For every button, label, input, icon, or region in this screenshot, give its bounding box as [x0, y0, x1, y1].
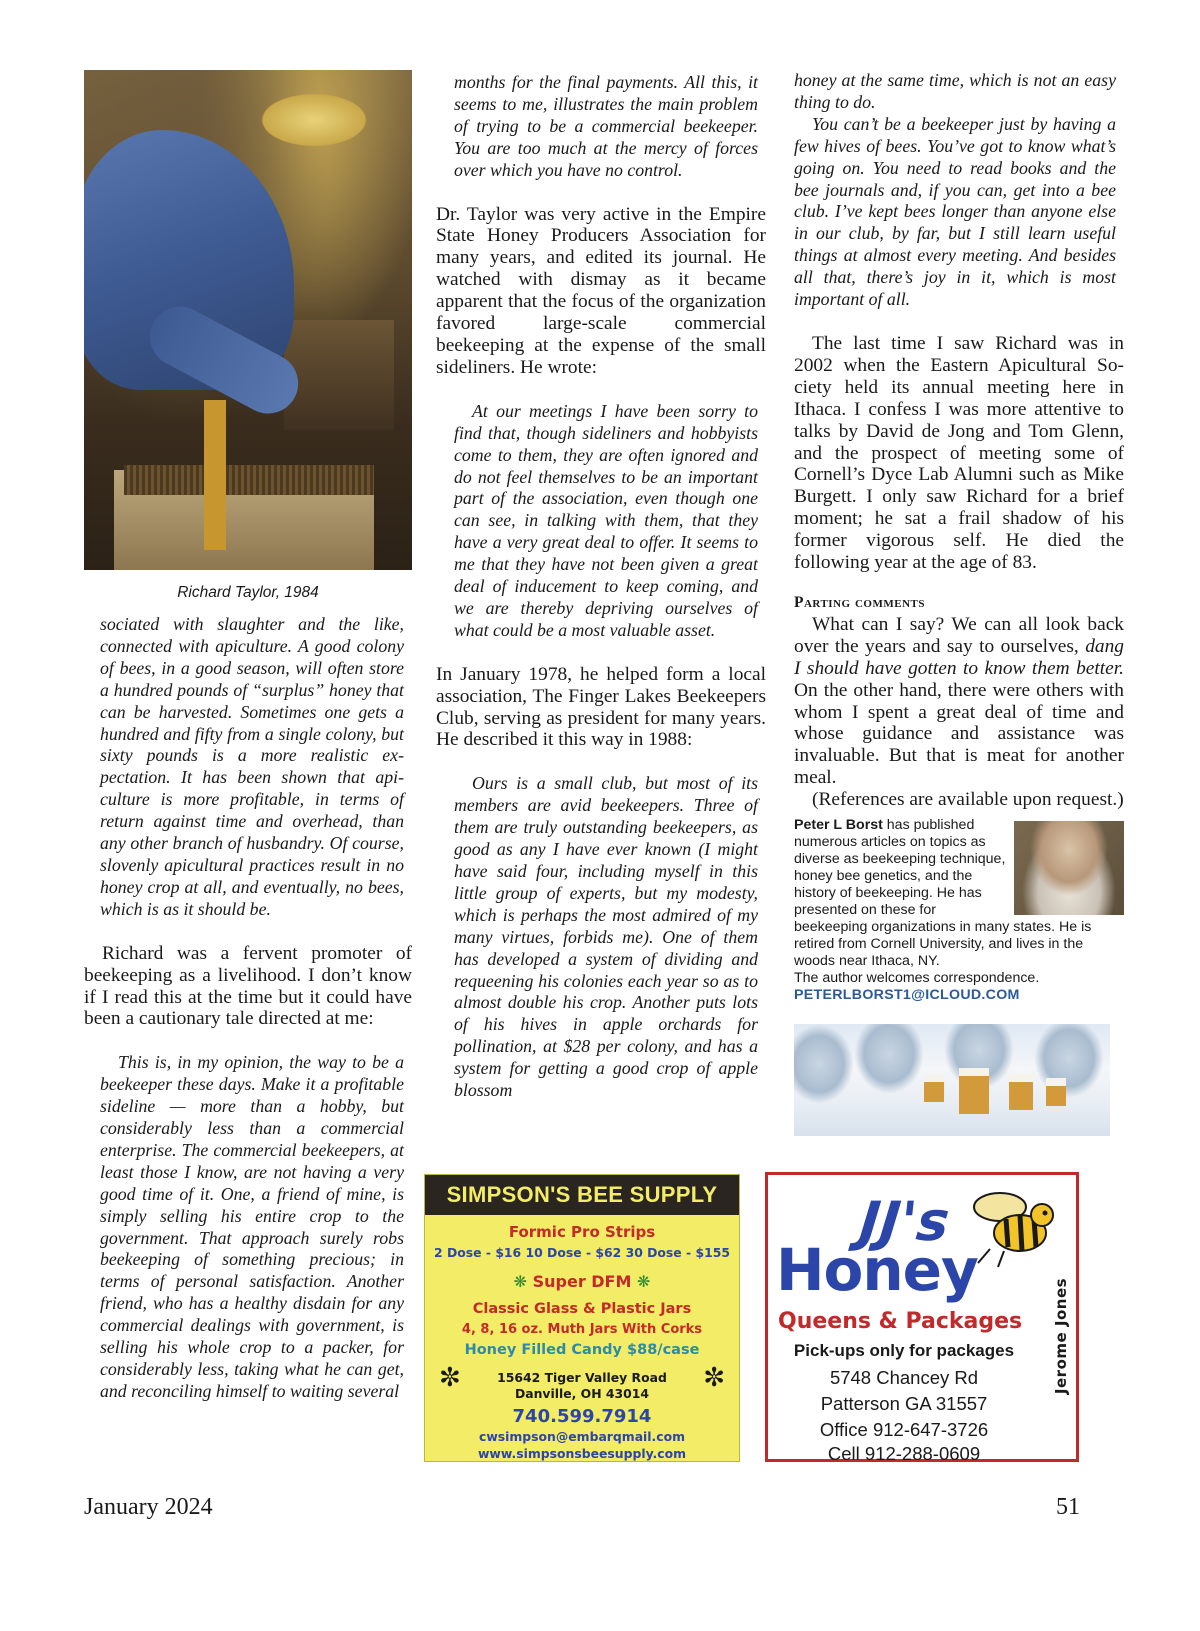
simpsons-bee-supply-ad [424, 1174, 740, 1462]
ad-phone: Cell 912-288-0609 [827, 1443, 981, 1464]
quote-text: Ours is a small club, but most of its members are avid beekeepers. Three of them are truly outstanding beekeepers, as good as any I have ever known (I might have said four, including myself in this little group of experts, but my modesty, which is perhaps the most admired of my many virtues, forbids me). One of them has developed a system of dividing and requeening his colonies each year so as to almost double his crop. Another puts lots of his hives in apple orchards for pollination, at $28 per colony, and has a system for getting a good crop of apple blossom [454, 773, 758, 1101]
ad-tagline: Queens & Packages [778, 1309, 1023, 1334]
quote-text: honey at the same time, which is not an easy thing to do. [794, 70, 1116, 112]
ad-brand: JJ's [856, 1190, 953, 1253]
ad-phone: 740.599.7914 [512, 1406, 652, 1427]
ad-banner: SIMPSON'S BEE SUPPLY [425, 1175, 739, 1215]
ad-line: Formic Pro Strips [508, 1223, 656, 1241]
bee-icon: ✼ [439, 1363, 461, 1393]
ad-owner: Jerome Jones [1052, 1277, 1070, 1395]
page-number: 51 [1056, 1494, 1080, 1520]
ad-line: ❋ Super DFM ❋ [513, 1272, 651, 1291]
bee-mascot-icon [970, 1185, 1060, 1269]
quote-text: This is, in my opinion, the way to be a beekeeper these days. Make it a profitable sideline — more than a hobby, but considerably less than a commercial enterprise. The commercial beekeepers, at least those I know, are not having a very good time of it. One, a friend of mine, is simply selling his entire crop to the government. That approach surely robs beekeeping of something precious; in terms of personal satisfaction. Another friend, who has a healthy disdain for any commercial dealings with government, is selling his whole crop to a packer, for considerably less, taking what he can get, and reconciling himself to waiting several [100, 1052, 404, 1401]
leaf-icon: ❋ [513, 1272, 528, 1291]
footer-date: January 2024 [84, 1494, 213, 1520]
ad-address: 5748 Chancey Rd [829, 1367, 979, 1388]
ad-line: Classic Glass & Plastic Jars [472, 1301, 692, 1317]
winter-hives-photo [794, 1024, 1110, 1136]
author-correspondence: The author welcomes correspondence. [794, 970, 1040, 987]
quote-text: sociated with slaughter and the like, connected with apiculture. A good colony of bees, in a good season, will often store a hundred pounds of “surplus” honey that can be harvested. Sometimes one gets a hundred and fifty from a single colony, but sixty pounds is a more realistic expectation. It has been shown that apiculture is more profitable, in terms of return against time and overhead, than any other branch of husbandry. Of course, slovenly apicultural practices result in no honey crop at all, and eventually, no bees, which is as it should be. [100, 614, 404, 919]
author-bio [794, 817, 1124, 1004]
body-paragraph: Richard was a fervent promoter of beekeeping as a livelihood. I don’t know if I read this at the time but it could have been a cautionary tale directed at me: [84, 942, 412, 1030]
quote-text: You can’t be a beekeeper just by having a few hives of bees. You’ve got to know what’s going on. You need to read books and the bee journals and, if you can, get into a bee club. I’ve kept bees longer than anyone else in our club, by far, but I still learn useful things at almost every meeting. And besides all that, there’s joy in it, which is most important of all. [794, 113, 1116, 310]
ad-line: 2 Dose - $16 10 Dose - $62 30 Dose - $155 [434, 1245, 730, 1260]
column-3 [794, 70, 1124, 1136]
ad-website-link[interactable]: www.simpsonsbeesupply.com [477, 1446, 686, 1461]
leaf-icon: ❋ [636, 1272, 651, 1291]
section-heading: Parting comments [794, 593, 925, 611]
ad-line: Pick-ups only for packages [793, 1341, 1015, 1360]
body-paragraph: (References are available upon request.) [812, 789, 1124, 811]
author-email-link[interactable]: PETERLBORST1@ICLOUD.COM [794, 987, 1020, 1004]
author-bio-text: has published numerous articles on topics as diverse as beekeeping technique, honey bee genetics, and the history of beekeeping. He has presented on these for beekeeping organizations in many states. He is retired from Cornell University, and lives in the woods near Ithaca, NY. [794, 817, 1092, 970]
ad-brand: Honey [776, 1236, 978, 1304]
body-paragraph: In January 1978, he helped form a local association, The Finger Lakes Beekeepers Club, serving as president for many years. He described it this way in 1988: [436, 663, 766, 751]
column-2 [436, 72, 766, 1102]
richard-taylor-photo [84, 70, 412, 570]
body-paragraph: Dr. Taylor was very active in the Empire State Honey Producers Association for many years, and edited its journal. He watched with dismay as it became apparent that the focus of the organization favored large-scale commercial beekeeping at the expense of the small sideliners. He wrote: [436, 203, 766, 378]
quote-text: months for the final payments. All this, it seems to me, illustrates the main problem of trying to be a commercial beekeeper. You are too much at the mercy of forces over which you have no control. [454, 72, 758, 180]
ad-phone: Office 912-647-3726 [819, 1419, 989, 1440]
author-name: Peter L Borst [794, 817, 883, 834]
ad-address: ✼ 15642 Tiger Valley Road Danville, OH 43014 ✼ [439, 1363, 725, 1401]
ad-email-link[interactable]: cwsimpson@embarqmail.com [478, 1429, 686, 1444]
ad-line: 4, 8, 16 oz. Muth Jars With Corks [461, 1322, 703, 1337]
column-1 [84, 70, 412, 1403]
ad-line: Honey Filled Candy $88/case [464, 1342, 700, 1358]
jjs-honey-ad [765, 1172, 1079, 1462]
quote-text: At our meetings I have been sorry to find that, though sideliners and hobbyists come to them, they are often ignored and do not feel themselves to be an important part of the association, even though one can see, in talking with them, that they have a very great deal to offer. It seems to me that they have not been given a great deal of inducement to keep coming, and we are thereby depriving ourselves of what could be a most valuable asset. [454, 400, 758, 640]
photo-caption: Richard Taylor, 1984 [177, 584, 319, 601]
body-paragraph: The last time I saw Richard was in 2002 when the Eastern Apicultural Society held its annual meeting here in Ithaca. I confess I was more attentive to talks by David de Jong and Tom Glenn, and the prospect of meeting some of Cornell’s Dyce Lab Alumni such as Mike Burgett. I only saw Richard for a brief moment; he sat a frail shadow of his former vigorous self. He died the following year at the age of 83. [794, 332, 1124, 574]
author-photo [1014, 821, 1124, 915]
ad-address: Patterson GA 31557 [820, 1393, 988, 1414]
body-paragraph: What can I say? We can all look back over the years and say to ourselves, dang I should have gotten to know them better. On the other hand, there were others with whom I spent a great deal of time and whose guidance and assistance was invaluable. But that is meat for another meal. [794, 613, 1124, 789]
bee-icon: ✼ [703, 1363, 725, 1393]
